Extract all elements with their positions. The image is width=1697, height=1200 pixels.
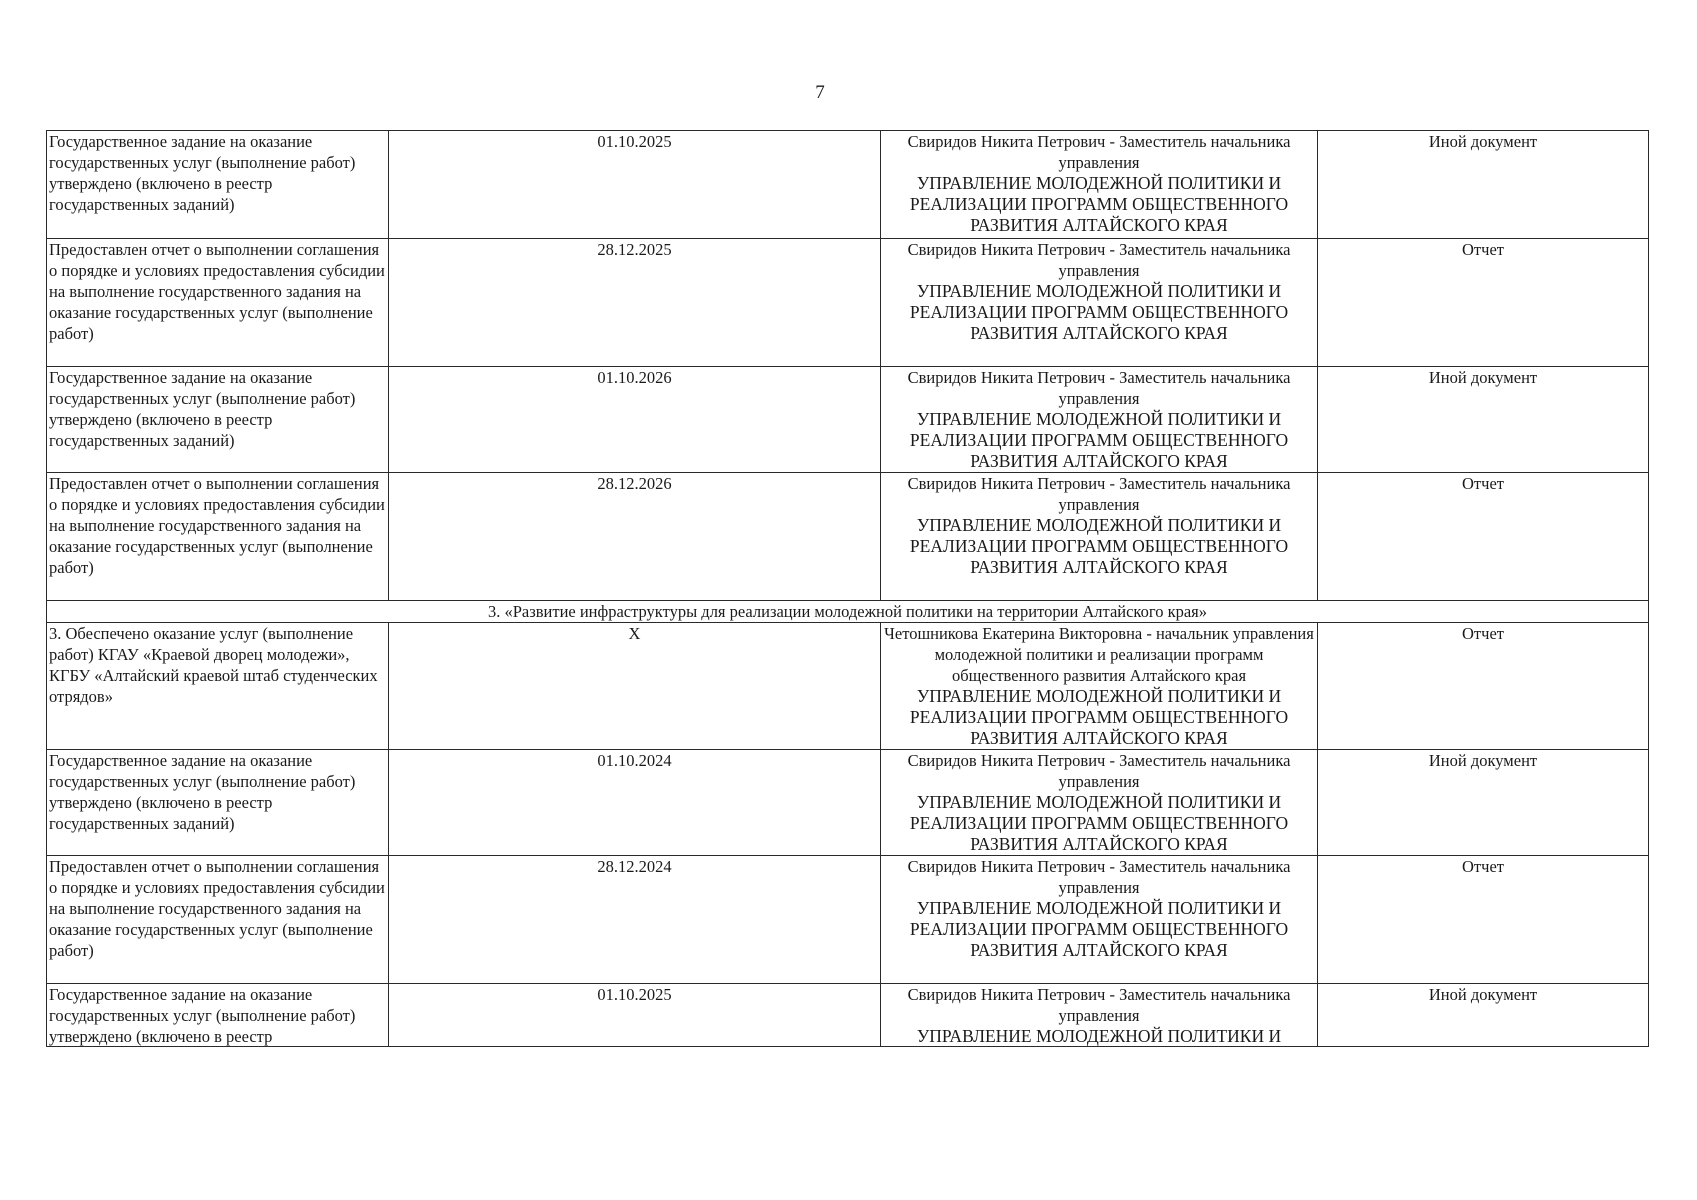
event-cell [47, 984, 389, 1047]
date-cell [389, 984, 881, 1047]
document-type-cell: Отчет [1318, 473, 1649, 601]
date-cell: X [389, 623, 881, 750]
responsible-organization: УПРАВЛЕНИЕ МОЛОДЕЖНОЙ ПОЛИТИКИ И [916, 1026, 1282, 1046]
date-cell: 01.10.2024 [389, 750, 881, 856]
event-text: Государственное задание на оказание государственных услуг (выполнение работ) утверждено (включено в реестр [49, 985, 356, 1046]
table-row [47, 367, 1649, 473]
event-cell: Государственное задание на оказание государственных услуг (выполнение работ) утверждено (включено в реестр государственных заданий) [47, 367, 389, 473]
responsible-cell [881, 473, 1318, 601]
date-cell: 28.12.2024 [389, 856, 881, 984]
events-table [46, 130, 1649, 1047]
responsible-organization: УПРАВЛЕНИЕ МОЛОДЕЖНОЙ ПОЛИТИКИ И РЕАЛИЗАЦИИ ПРОГРАММ ОБЩЕСТВЕННОГО РАЗВИТИЯ АЛТАЙСКОГО КРАЯ [909, 173, 1289, 235]
event-cell: Предоставлен отчет о выполнении соглашения о порядке и условиях предоставления субсидии на выполнение государственного задания на оказание государственных услуг (выполнение работ) [47, 856, 389, 984]
responsible-person: Свиридов Никита Петрович - Заместитель начальника управления [907, 751, 1291, 791]
table-row [47, 984, 1649, 1047]
event-cell: Предоставлен отчет о выполнении соглашения о порядке и условиях предоставления субсидии на выполнение государственного задания на оказание государственных услуг (выполнение работ) [47, 239, 389, 367]
responsible-organization: УПРАВЛЕНИЕ МОЛОДЕЖНОЙ ПОЛИТИКИ И РЕАЛИЗАЦИИ ПРОГРАММ ОБЩЕСТВЕННОГО РАЗВИТИЯ АЛТАЙСКОГО КРАЯ [909, 686, 1289, 748]
responsible-organization: УПРАВЛЕНИЕ МОЛОДЕЖНОЙ ПОЛИТИКИ И РЕАЛИЗАЦИИ ПРОГРАММ ОБЩЕСТВЕННОГО РАЗВИТИЯ АЛТАЙСКОГО КРАЯ [909, 898, 1289, 960]
document-type-cell: Отчет [1318, 856, 1649, 984]
responsible-person: Свиридов Никита Петрович - Заместитель начальника управления [907, 240, 1291, 280]
table-row [47, 131, 1649, 239]
date-cell: 28.12.2025 [389, 239, 881, 367]
responsible-cell [881, 367, 1318, 473]
document-type-cell: Иной документ [1318, 131, 1649, 239]
table-row [47, 856, 1649, 984]
responsible-organization: УПРАВЛЕНИЕ МОЛОДЕЖНОЙ ПОЛИТИКИ И РЕАЛИЗАЦИИ ПРОГРАММ ОБЩЕСТВЕННОГО РАЗВИТИЯ АЛТАЙСКОГО КРАЯ [909, 515, 1289, 577]
responsible-cell [881, 623, 1318, 750]
responsible-cell [881, 984, 1318, 1047]
document-type-cell: Иной документ [1318, 750, 1649, 856]
responsible-person: Свиридов Никита Петрович - Заместитель начальника управления [907, 132, 1291, 172]
responsible-cell [881, 131, 1318, 239]
responsible-text [883, 984, 1315, 1046]
responsible-person: Свиридов Никита Петрович - Заместитель начальника управления [907, 857, 1291, 897]
responsible-organization: УПРАВЛЕНИЕ МОЛОДЕЖНОЙ ПОЛИТИКИ И РЕАЛИЗАЦИИ ПРОГРАММ ОБЩЕСТВЕННОГО РАЗВИТИЯ АЛТАЙСКОГО КРАЯ [909, 792, 1289, 854]
page-number: 7 [815, 82, 825, 103]
date-cell: 28.12.2026 [389, 473, 881, 601]
event-cell: Государственное задание на оказание государственных услуг (выполнение работ) утверждено (включено в реестр государственных заданий) [47, 750, 389, 856]
document-type-cell [1318, 984, 1649, 1047]
document-type-cell: Отчет [1318, 239, 1649, 367]
responsible-cell [881, 239, 1318, 367]
date-text: 01.10.2025 [597, 985, 672, 1004]
responsible-person: Свиридов Никита Петрович - Заместитель начальника управления [907, 474, 1291, 514]
event-cell: Предоставлен отчет о выполнении соглашения о порядке и условиях предоставления субсидии на выполнение государственного задания на оказание государственных услуг (выполнение работ) [47, 473, 389, 601]
document-type-cell: Иной документ [1318, 367, 1649, 473]
event-cell: 3. Обеспечено оказание услуг (выполнение работ) КГАУ «Краевой дворец молодежи», КГБУ «Алтайский краевой штаб студенческих отрядов» [47, 623, 389, 750]
responsible-organization: УПРАВЛЕНИЕ МОЛОДЕЖНОЙ ПОЛИТИКИ И РЕАЛИЗАЦИИ ПРОГРАММ ОБЩЕСТВЕННОГО РАЗВИТИЯ АЛТАЙСКОГО КРАЯ [909, 281, 1289, 343]
date-cell: 01.10.2025 [389, 131, 881, 239]
section-header: 3. «Развитие инфраструктуры для реализации молодежной политики на территории Алтайского края» [47, 601, 1649, 623]
section-header-row [47, 601, 1649, 623]
table-row [47, 239, 1649, 367]
table-row [47, 473, 1649, 601]
responsible-cell [881, 750, 1318, 856]
responsible-organization: УПРАВЛЕНИЕ МОЛОДЕЖНОЙ ПОЛИТИКИ И РЕАЛИЗАЦИИ ПРОГРАММ ОБЩЕСТВЕННОГО РАЗВИТИЯ АЛТАЙСКОГО КРАЯ [909, 409, 1289, 471]
table-row [47, 750, 1649, 856]
responsible-cell [881, 856, 1318, 984]
responsible-person: Свиридов Никита Петрович - Заместитель начальника управления [907, 368, 1291, 408]
event-cell: Государственное задание на оказание государственных услуг (выполнение работ) утверждено (включено в реестр государственных заданий) [47, 131, 389, 239]
responsible-person: Четошникова Екатерина Викторовна - начальник управления молодежной политики и реализации программ общественного развития Алтайского края [884, 624, 1314, 685]
responsible-person: Свиридов Никита Петрович - Заместитель начальника управления [907, 985, 1291, 1025]
table-row [47, 623, 1649, 750]
document-type-text: Иной документ [1428, 985, 1538, 1004]
date-cell: 01.10.2026 [389, 367, 881, 473]
document-type-cell: Отчет [1318, 623, 1649, 750]
